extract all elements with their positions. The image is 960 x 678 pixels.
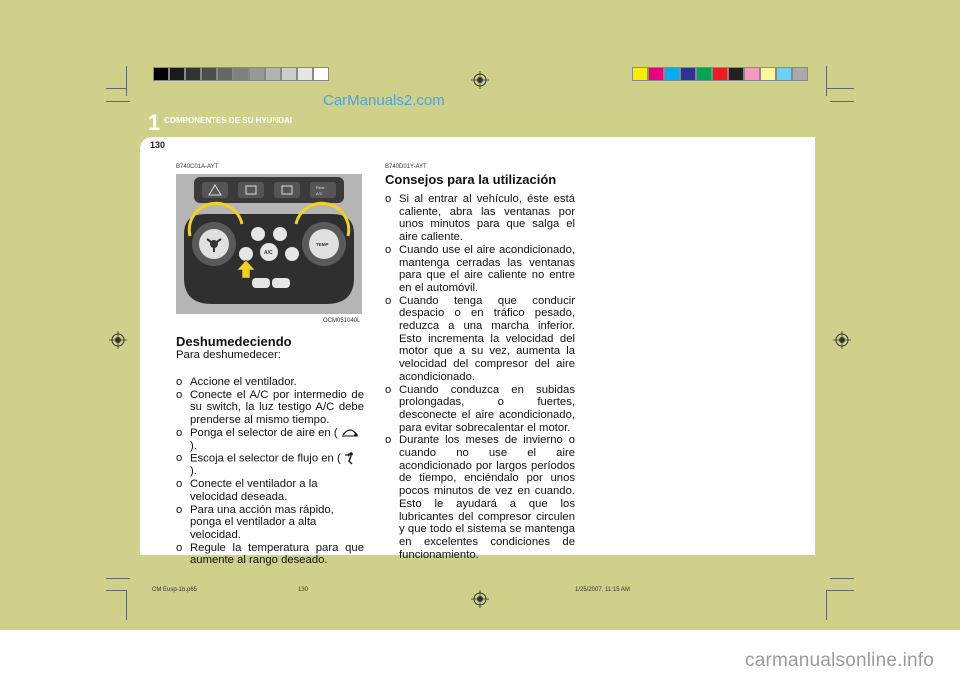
list-item: o Cuando conduzca en subidas prolongadas, o fuertes, desconecte el aire acondicionado, para evitar sobrecalentar el motor. — [385, 383, 575, 434]
section-ref-code: B740C01A-AYT — [176, 164, 219, 170]
color-swatch — [792, 67, 808, 81]
color-swatch — [696, 67, 712, 81]
crop-mark — [830, 101, 854, 102]
list-item: o Cuando use el aire acondicionado, mantenga cerradas las ventanas para que el aire caliente no entre en el automóvil. — [385, 243, 575, 294]
registration-mark-icon — [109, 331, 127, 349]
dehumidify-steps — [176, 376, 364, 567]
color-swatch — [728, 67, 744, 81]
footer-filename: CM Eusp-1b.p65 — [152, 587, 198, 593]
ac-label-top: A/C — [316, 191, 323, 196]
crop-mark — [106, 88, 126, 89]
registration-mark-icon — [471, 590, 489, 608]
list-item: o Regule la temperatura para que aumente al rango deseado. — [176, 541, 364, 567]
list-item: o Ponga el selector de aire en ( ). — [176, 427, 364, 452]
rear-label: Rear — [316, 185, 325, 190]
color-swatch — [648, 67, 664, 81]
color-swatch — [313, 67, 329, 81]
color-swatch — [169, 67, 185, 81]
color-swatch — [217, 67, 233, 81]
section-intro: Para deshumedecer: — [176, 349, 281, 361]
color-swatch — [185, 67, 201, 81]
color-swatch — [249, 67, 265, 81]
color-swatch — [281, 67, 297, 81]
color-swatch — [297, 67, 313, 81]
crop-mark — [106, 101, 130, 102]
color-swatch — [760, 67, 776, 81]
climate-panel-image — [176, 174, 362, 314]
list-item: o Cuando tenga que conducir despacio o en tráfico pesado, reduzca a una marcha inferior. Esto incrementa la velocidad del motor que a su vez, aumenta la velocidad del compresor del aire acondicionado. — [385, 294, 575, 383]
page-number: 130 — [150, 140, 166, 150]
color-swatch — [153, 67, 169, 81]
crop-mark — [126, 590, 127, 620]
color-swatch — [265, 67, 281, 81]
section-ref-code: B740D01Y-AYT — [385, 164, 427, 170]
color-swatch — [632, 67, 648, 81]
list-item: o Conecte el ventilador a la velocidad deseada. — [176, 478, 318, 503]
list-item: o Conecte el A/C por intermedio de su switch, la luz testigo A/C debe prenderse al mismo tiempo. — [176, 388, 364, 427]
section-heading-left: Deshumedeciendo — [176, 334, 292, 349]
color-swatch — [233, 67, 249, 81]
list-item: o Durante los meses de invierno o cuando no use el aire acondicionado por largos períodos de tiempo, enciéndalo por unos pocos minutos de vez en cuando. Esto le ayudará a que los lubricantes del compresor circulen y que todo el sistema se mantenga en excelentes condiciones de funcionamiento. — [385, 434, 575, 561]
list-item: o Accione el ventilador. — [176, 376, 297, 388]
footer-page: 130 — [298, 587, 309, 593]
crop-mark — [830, 578, 854, 579]
watermark-link[interactable]: CarManuals2.com — [323, 92, 445, 109]
section-heading-right: Consejos para la utilización — [385, 172, 557, 187]
climate-control-illustration — [176, 174, 362, 314]
temp-label: TEMP — [316, 242, 329, 247]
registration-mark-icon — [471, 71, 489, 89]
crop-mark — [826, 66, 827, 96]
ac-label-center: A/C — [264, 250, 273, 256]
grayscale-color-bar — [153, 67, 329, 81]
color-swatch — [201, 67, 217, 81]
airflow-mode-icon — [344, 452, 356, 465]
list-item: o Para una acción mas rápido, ponga el ventilador a alta velocidad. — [176, 503, 334, 541]
image-caption: OCM051040L — [323, 318, 361, 324]
usage-tips — [385, 193, 575, 561]
crop-mark — [126, 66, 127, 96]
color-swatch — [712, 67, 728, 81]
color-swatch — [744, 67, 760, 81]
air-recirculation-icon — [341, 427, 359, 438]
crop-mark — [106, 590, 126, 591]
color-swatch — [776, 67, 792, 81]
color-swatch — [664, 67, 680, 81]
bottom-watermark: carmanualsonline.info — [745, 650, 935, 671]
list-item: o Si al entrar al vehículo, éste está caliente, abra las ventanas por unos minutos para que salga el aire caliente. — [385, 193, 575, 244]
chapter-title: COMPONENTES DE SU HYUNDAI — [164, 116, 293, 125]
registration-mark-icon — [833, 331, 851, 349]
crop-mark — [826, 590, 827, 620]
list-item: o Escoja el selector de flujo en ( ). — [176, 452, 364, 478]
cmyk-color-bar — [632, 67, 808, 81]
crop-mark — [106, 578, 130, 579]
chapter-number: 1 — [148, 110, 161, 135]
footer-date: 1/25/2007, 11:15 AM — [575, 587, 630, 593]
crop-mark — [826, 590, 854, 591]
color-swatch — [680, 67, 696, 81]
crop-mark — [826, 88, 854, 89]
